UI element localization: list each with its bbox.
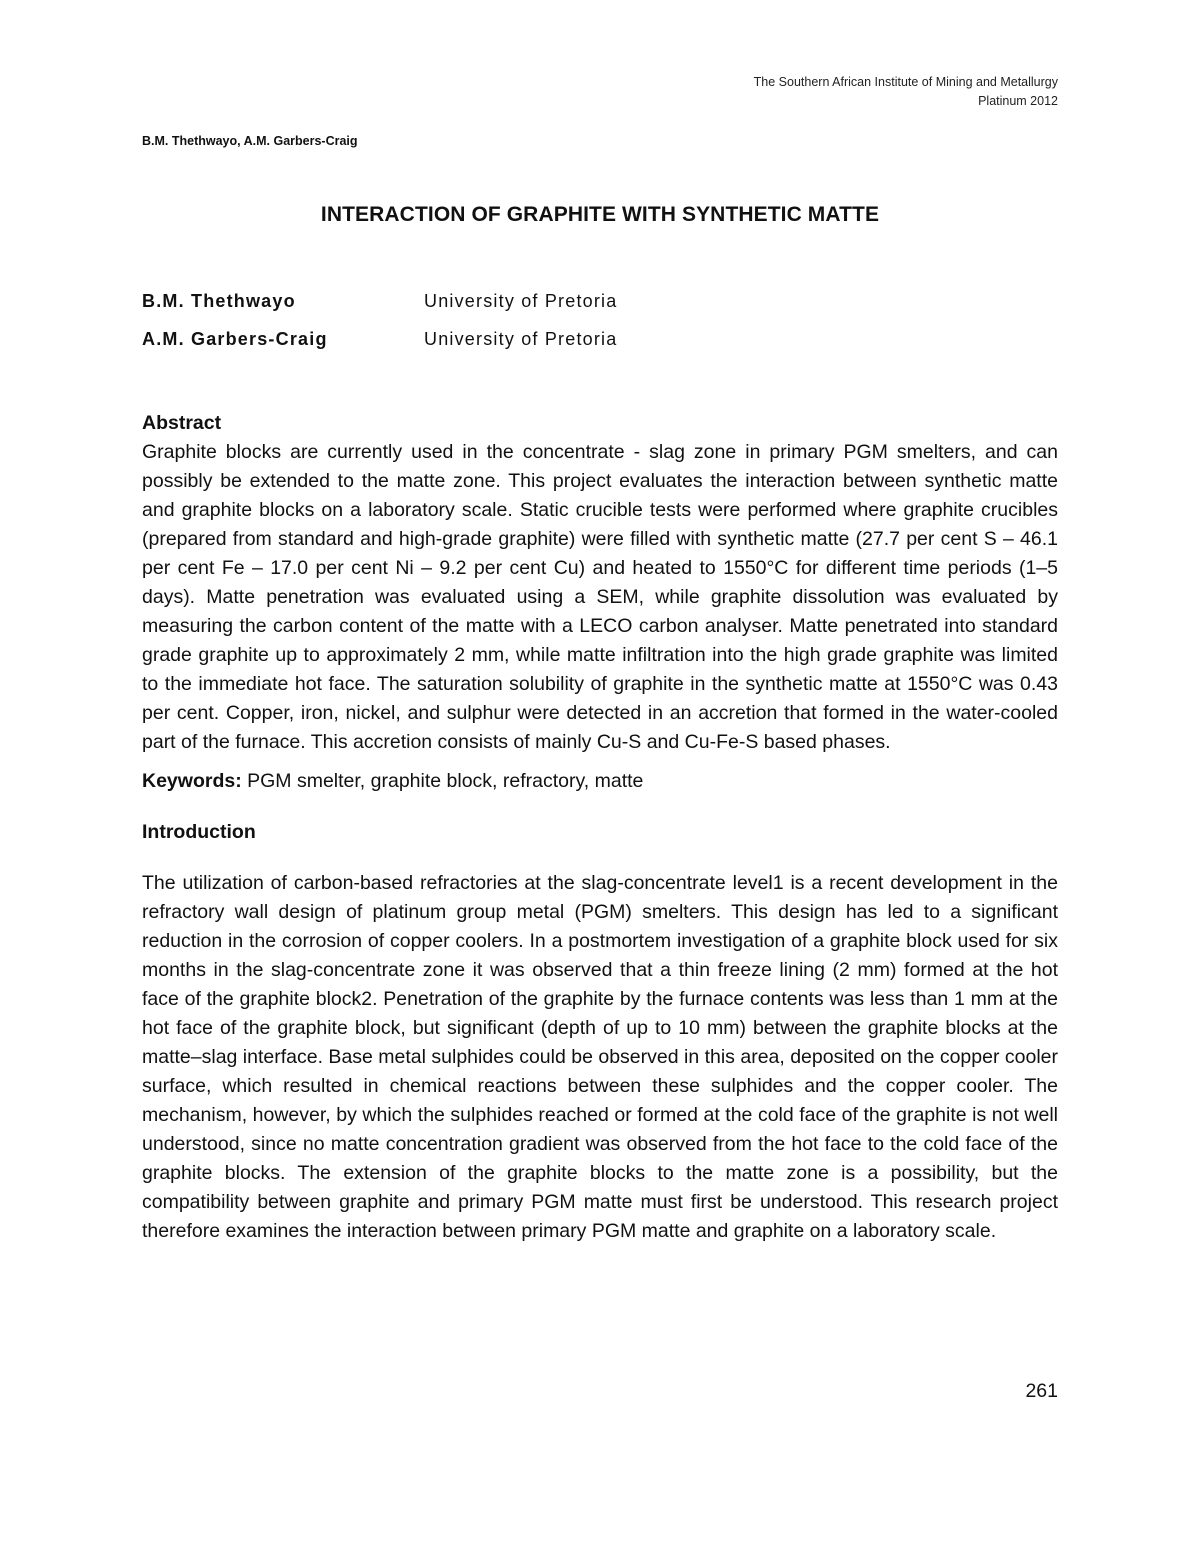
page-number: 261: [1025, 1380, 1058, 1402]
author-affiliation: University of Pretoria: [424, 328, 618, 349]
author-list: [142, 282, 842, 358]
paper-body: [142, 409, 1058, 1246]
running-authors: B.M. Thethwayo, A.M. Garbers-Craig: [142, 134, 358, 148]
abstract-heading: Abstract: [142, 412, 222, 434]
introduction-heading: Introduction: [142, 821, 256, 843]
header-conference: Platinum 2012: [978, 94, 1058, 108]
keywords-label: Keywords:: [142, 770, 242, 792]
author-row: [142, 282, 842, 320]
abstract-text: Graphite blocks are currently used in the concentrate - slag zone in primary PGM smelters, and can possibly be extended to the matte zone. This project evaluates the interaction between synthetic matte and graphite blocks on a laboratory scale. Static crucible tests were performed where graphite crucibles (prepared from standard and high-grade graphite) were filled with synthetic matte (27.7 per cent S – 46.1 per cent Fe – 17.0 per cent Ni – 9.2 per cent Cu) and heated to 1550°C for different time periods (1–5 days). Matte penetration was evaluated using a SEM, while graphite dissolution was evaluated by measuring the carbon content of the matte with a LECO carbon analyser. Matte penetrated into standard grade graphite up to approximately 2 mm, while matte infiltration into the high grade graphite was limited to the immediate hot face. The saturation solubility of graphite in the synthetic matte at 1550°C was 0.43 per cent. Copper, iron, nickel, and sulphur were detected in an accretion that formed in the water-cooled part of the furnace. This accretion consists of mainly Cu-S and Cu-Fe-S based phases.: [142, 441, 1058, 753]
keywords-line: [142, 767, 1058, 796]
running-header: [754, 73, 1058, 111]
author-name: A.M. Garbers-Craig: [142, 328, 328, 349]
keywords-text: PGM smelter, graphite block, refractory, matte: [247, 770, 644, 792]
author-affiliation: University of Pretoria: [424, 290, 618, 311]
introduction-text: The utilization of carbon-based refractories at the slag-concentrate level1 is a recent development in the refractory wall design of platinum group metal (PGM) smelters. This design has led to a significant reduction in the corrosion of copper coolers. In a postmortem investigation of a graphite block used for six months in the slag-concentrate zone it was observed that a thin freeze lining (2 mm) formed at the hot face of the graphite block2. Penetration of the graphite by the furnace contents was less than 1 mm at the hot face of the graphite block, but significant (depth of up to 10 mm) between the graphite blocks at the matte–slag interface. Base metal sulphides could be observed in this area, deposited on the copper cooler surface, which resulted in chemical reactions between these sulphides and the copper cooler. The mechanism, however, by which the sulphides reached or formed at the cold face of the graphite is not well understood, since no matte concentration gradient was observed from the hot face to the cold face of the graphite blocks. The extension of the graphite blocks to the matte zone is a possibility, but the compatibility between graphite and primary PGM matte must first be understood. This research project therefore examines the interaction between primary PGM matte and graphite on a laboratory scale.: [142, 872, 1058, 1242]
author-name: B.M. Thethwayo: [142, 290, 296, 311]
paper-title: INTERACTION OF GRAPHITE WITH SYNTHETIC MATTE: [320, 203, 880, 226]
header-institute: The Southern African Institute of Mining and Metallurgy: [753, 75, 1058, 89]
author-row: [142, 320, 842, 358]
